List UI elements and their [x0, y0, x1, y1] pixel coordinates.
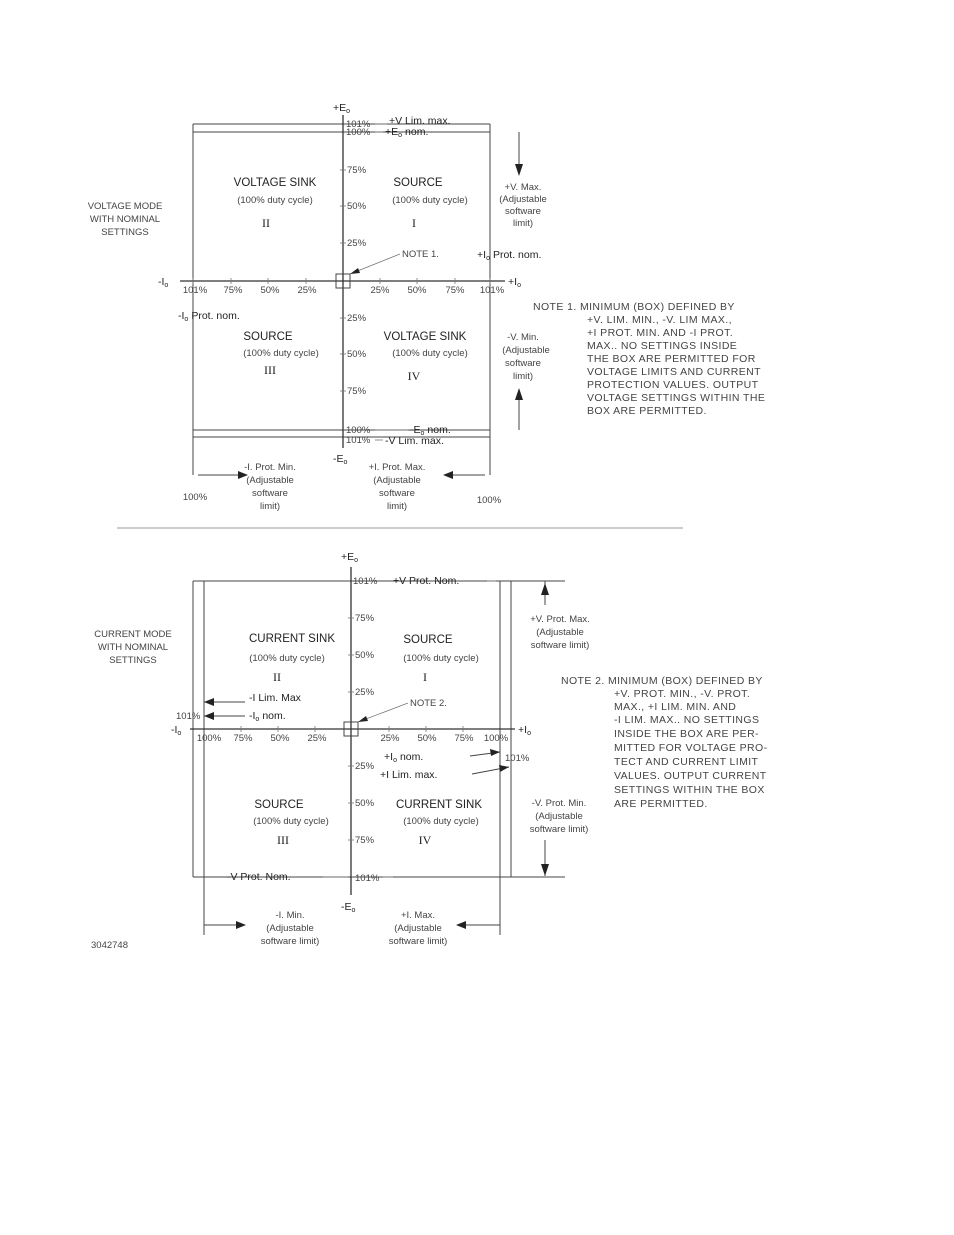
svg-text:software limit): software limit) — [530, 640, 590, 651]
c-ytick-50-upper: 50% — [355, 650, 375, 661]
c-quadrant-2 — [249, 633, 335, 684]
v-quadrant-4 — [384, 331, 468, 383]
svg-text:VOLTAGE SINK: VOLTAGE SINK — [233, 177, 317, 189]
svg-text:(100% duty cycle): (100% duty cycle) — [249, 653, 325, 664]
c-pos-io-nom-label: +Io nom. — [384, 751, 424, 764]
note-1-text — [533, 301, 765, 417]
svg-text:software limit): software limit) — [529, 824, 589, 835]
svg-text:+V. LIM. MIN., -V. LIM MAX.,: +V. LIM. MIN., -V. LIM MAX., — [587, 314, 732, 326]
c-ytick-75-upper: 75% — [355, 613, 375, 624]
v-ytick-75-upper: 75% — [347, 165, 367, 176]
v-axis-top-label: +Eo — [333, 102, 351, 115]
svg-text:VOLTAGE SINK: VOLTAGE SINK — [383, 331, 467, 343]
voltage-mode-label-1: VOLTAGE MODE — [87, 201, 163, 212]
v-top-101-label: 101% — [346, 119, 371, 130]
svg-text:software limit): software limit) — [260, 936, 320, 947]
c-xtick-75-left: 75% — [233, 733, 253, 744]
v-pos-eo-nom-label: +Eo nom. — [385, 126, 429, 139]
c-ytick-25-lower: 25% — [355, 761, 375, 772]
v-xtick-25-left: 25% — [297, 285, 317, 296]
v-quadrant-3 — [243, 331, 319, 377]
svg-text:BOX ARE PERMITTED.: BOX ARE PERMITTED. — [587, 405, 707, 417]
i-prot-max-label — [369, 462, 426, 512]
c-i-max-label — [389, 910, 448, 947]
c-neg-lim-max-arrow-icon — [204, 698, 214, 706]
v-ytick-50-upper: 50% — [347, 201, 367, 212]
c-xtick-100-right: 100% — [483, 733, 509, 744]
svg-text:ARE PERMITTED.: ARE PERMITTED. — [614, 798, 708, 810]
svg-text:+V. PROT. MIN., -V. PROT.: +V. PROT. MIN., -V. PROT. — [614, 688, 751, 700]
svg-text:INSIDE THE BOX ARE PER-: INSIDE THE BOX ARE PER- — [614, 728, 759, 740]
svg-text:I: I — [423, 670, 427, 684]
v-xtick-50-right: 50% — [407, 285, 427, 296]
svg-text:limit): limit) — [386, 501, 408, 512]
c-pos-lim-max-label: +I Lim. max. — [380, 769, 438, 781]
svg-text:SOURCE: SOURCE — [393, 177, 443, 189]
v-xtick-50-left: 50% — [260, 285, 280, 296]
v-ytick-25-lower: 25% — [347, 313, 367, 324]
c-pos-lim-max-arrow-icon — [499, 765, 509, 772]
voltage-mode-label-3: SETTINGS — [101, 227, 149, 238]
voltage-mode-diagram — [88, 102, 766, 512]
c-xtick-25-left: 25% — [307, 733, 327, 744]
svg-text:II: II — [273, 670, 281, 684]
c-pos-101-label: 101% — [505, 753, 530, 764]
svg-text:II: II — [262, 216, 270, 230]
svg-text:MAX.. NO SETTINGS INSIDE: MAX.. NO SETTINGS INSIDE — [587, 340, 738, 352]
svg-text:SOURCE: SOURCE — [254, 799, 304, 811]
c-i-min-label — [261, 910, 320, 947]
svg-text:(Adjustable: (Adjustable — [394, 923, 442, 934]
c-ytick-75-lower: 75% — [355, 835, 375, 846]
svg-text:(Adjustable: (Adjustable — [266, 923, 314, 934]
v-min-arrow-icon — [515, 388, 523, 400]
svg-text:(100% duty cycle): (100% duty cycle) — [403, 653, 479, 664]
v-right-100-label: 100% — [476, 495, 502, 506]
v-axis-right-label: +Io — [508, 276, 521, 289]
voltage-mode-label-2: WITH NOMINAL — [89, 214, 161, 225]
svg-text:+I. Max.: +I. Max. — [400, 910, 436, 921]
svg-text:software: software — [505, 206, 541, 217]
v-ytick-75-lower: 75% — [347, 386, 367, 397]
svg-text:(Adjustable: (Adjustable — [535, 811, 583, 822]
c-axis-bottom-label: -Eo — [341, 901, 356, 914]
c-bottom-101-label: 101% — [355, 873, 380, 884]
c-axis-left-label: -Io — [171, 724, 182, 737]
v-min-label — [502, 332, 550, 382]
c-ytick-50-lower: 50% — [355, 798, 375, 809]
svg-text:(100% duty cycle): (100% duty cycle) — [253, 816, 329, 827]
v-max-arrow-icon — [515, 164, 523, 176]
c-quadrant-3 — [253, 799, 329, 847]
svg-text:+V. Max.: +V. Max. — [504, 182, 542, 193]
svg-text:+I. Prot. Max.: +I. Prot. Max. — [368, 462, 426, 473]
svg-text:(100% duty cycle): (100% duty cycle) — [392, 348, 468, 359]
svg-text:-I LIM. MAX.. NO SETTINGS: -I LIM. MAX.. NO SETTINGS — [614, 714, 760, 726]
c-axis-right-label: +Io — [518, 724, 531, 737]
c-neg-101-label: 101% — [176, 711, 201, 722]
c-xtick-25-right: 25% — [380, 733, 400, 744]
v-axis-bottom-label: -Eo — [333, 453, 348, 466]
note-2-text — [561, 675, 768, 810]
svg-text:NOTE 1. MINIMUM (BOX) DEFINED: NOTE 1. MINIMUM (BOX) DEFINED BY — [533, 301, 735, 313]
current-mode-label-3: SETTINGS — [109, 655, 157, 666]
svg-text:NOTE 2. MINIMUM (BOX) DEFINED: NOTE 2. MINIMUM (BOX) DEFINED BY — [561, 675, 763, 687]
svg-text:+I PROT. MIN. AND -I PROT.: +I PROT. MIN. AND -I PROT. — [587, 327, 734, 339]
v-top-100-label: 100% — [346, 127, 371, 138]
svg-text:limit): limit) — [259, 501, 281, 512]
svg-text:PROTECTION VALUES. OUTPUT: PROTECTION VALUES. OUTPUT — [587, 379, 759, 391]
svg-text:(100% duty cycle): (100% duty cycle) — [243, 348, 319, 359]
svg-text:SOURCE: SOURCE — [243, 331, 293, 343]
svg-text:(Adjustable: (Adjustable — [373, 475, 421, 486]
v-xtick-75-left: 75% — [223, 285, 243, 296]
svg-text:(100% duty cycle): (100% duty cycle) — [392, 195, 468, 206]
svg-text:software: software — [252, 488, 288, 499]
v-ytick-50-lower: 50% — [347, 349, 367, 360]
v-neg-eo-nom-label: -Eo nom. — [410, 424, 451, 437]
svg-text:IV: IV — [407, 369, 421, 383]
svg-text:III: III — [277, 833, 289, 847]
figure-id: 3042748 — [91, 940, 128, 951]
svg-text:MITTED FOR VOLTAGE PRO-: MITTED FOR VOLTAGE PRO- — [614, 742, 768, 754]
current-mode-label-1: CURRENT MODE — [94, 629, 172, 640]
c-neg-io-nom-label: -Io nom. — [249, 710, 286, 723]
svg-text:-I. Min.: -I. Min. — [275, 910, 305, 921]
svg-text:+V. Prot. Max.: +V. Prot. Max. — [530, 614, 590, 625]
svg-text:(Adjustable: (Adjustable — [499, 194, 547, 205]
svg-text:(Adjustable: (Adjustable — [502, 345, 550, 356]
svg-text:IV: IV — [418, 833, 432, 847]
c-neg-lim-max-label: -I Lim. Max — [249, 692, 301, 704]
v-note-arrow-icon — [350, 268, 360, 274]
v-xtick-101-left: 101% — [182, 285, 208, 296]
c-v-prot-min-label — [530, 798, 589, 835]
v-axis-left-label: -Io — [158, 276, 169, 289]
v-quadrant-2 — [234, 177, 317, 230]
current-mode-label-2: WITH NOMINAL — [97, 642, 169, 653]
c-pos-io-nom-arrow-icon — [490, 749, 500, 756]
c-v-prot-min-arrow-icon — [541, 864, 549, 876]
c-v-prot-max-arrow-icon — [541, 583, 549, 595]
v-bottom-100-label: 100% — [346, 425, 371, 436]
svg-text:-I. Prot. Min.: -I. Prot. Min. — [244, 462, 296, 473]
svg-text:limit): limit) — [512, 218, 534, 229]
svg-text:(100% duty cycle): (100% duty cycle) — [237, 195, 313, 206]
c-quadrant-4 — [396, 799, 482, 847]
c-xtick-50-right: 50% — [417, 733, 437, 744]
c-xtick-100-left: 100% — [196, 733, 222, 744]
c-xtick-50-left: 50% — [270, 733, 290, 744]
svg-text:VOLTAGE SETTINGS WITHIN THE: VOLTAGE SETTINGS WITHIN THE — [587, 392, 766, 404]
svg-text:THE BOX ARE PERMITTED FOR: THE BOX ARE PERMITTED FOR — [587, 353, 756, 365]
i-prot-max-arrow-icon — [443, 471, 453, 479]
c-ytick-25-upper: 25% — [355, 687, 375, 698]
c-i-min-arrow-icon — [236, 921, 246, 929]
c-note-arrow-icon — [358, 716, 368, 722]
current-mode-diagram — [94, 551, 767, 947]
svg-text:SOURCE: SOURCE — [403, 634, 453, 646]
v-quadrant-1 — [392, 177, 468, 230]
v-xtick-101-right: 101% — [479, 285, 505, 296]
c-axis-top-label: +Eo — [341, 551, 359, 564]
c-xtick-75-right: 75% — [454, 733, 474, 744]
c-neg-io-nom-arrow-icon — [204, 712, 214, 720]
svg-text:I: I — [412, 216, 416, 230]
svg-text:(Adjustable: (Adjustable — [246, 475, 294, 486]
svg-text:MAX., +I LIM. MIN. AND: MAX., +I LIM. MIN. AND — [614, 701, 737, 713]
svg-text:(100% duty cycle): (100% duty cycle) — [403, 816, 479, 827]
c-v-prot-max-label — [530, 614, 590, 651]
c-quadrant-1 — [403, 634, 479, 684]
v-pos-prot-nom-label: +Io Prot. nom. — [477, 249, 542, 262]
svg-text:-V. Prot. Min.: -V. Prot. Min. — [531, 798, 587, 809]
c-pos-v-prot-nom-label: +V Prot. Nom. — [393, 575, 460, 587]
svg-text:VALUES. OUTPUT CURRENT: VALUES. OUTPUT CURRENT — [614, 770, 767, 782]
svg-text:III: III — [264, 363, 276, 377]
c-note-ref: NOTE 2. — [410, 698, 447, 709]
v-xtick-25-right: 25% — [370, 285, 390, 296]
svg-text:(Adjustable: (Adjustable — [536, 627, 584, 638]
svg-text:TECT AND CURRENT LIMIT: TECT AND CURRENT LIMIT — [614, 756, 759, 768]
v-note-ref: NOTE 1. — [402, 249, 439, 260]
v-xtick-75-right: 75% — [445, 285, 465, 296]
v-pos-lim-max-label: +V Lim. max. — [389, 115, 451, 127]
c-top-101-label: 101% — [353, 576, 378, 587]
svg-text:CURRENT SINK: CURRENT SINK — [248, 633, 336, 645]
v-left-100-label: 100% — [182, 492, 208, 503]
v-max-label — [499, 182, 547, 229]
svg-text:software limit): software limit) — [388, 936, 448, 947]
i-prot-min-label — [244, 462, 296, 512]
v-neg-prot-nom-label: -Io Prot. nom. — [178, 310, 240, 323]
svg-text:limit): limit) — [512, 371, 534, 382]
svg-text:VOLTAGE LIMITS AND CURRENT: VOLTAGE LIMITS AND CURRENT — [587, 366, 761, 378]
v-neg-lim-max-label: -V Lim. max. — [385, 435, 444, 447]
svg-text:SETTINGS WITHIN THE BOX: SETTINGS WITHIN THE BOX — [614, 784, 765, 796]
svg-text:software: software — [379, 488, 415, 499]
v-bottom-101-label: 101% — [346, 435, 371, 446]
c-neg-v-prot-nom-label: -V Prot. Nom. — [227, 871, 291, 883]
c-i-max-arrow-icon — [456, 921, 466, 929]
svg-text:software: software — [505, 358, 541, 369]
svg-text:CURRENT SINK: CURRENT SINK — [395, 799, 483, 811]
v-ytick-25-upper: 25% — [347, 238, 367, 249]
svg-text:-V. Min.: -V. Min. — [507, 332, 539, 343]
